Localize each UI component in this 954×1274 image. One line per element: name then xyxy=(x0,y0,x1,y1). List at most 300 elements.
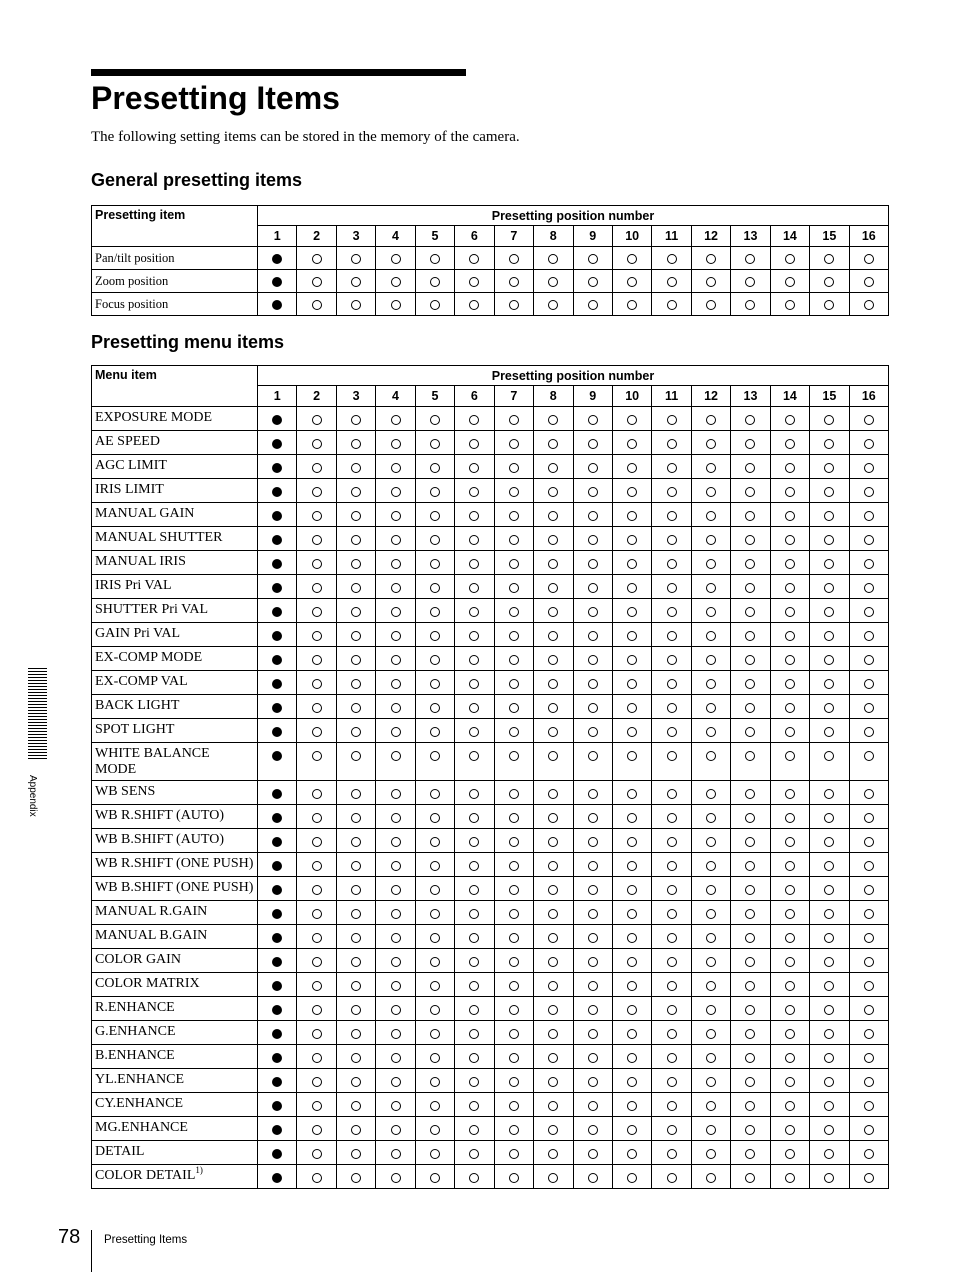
circle-icon xyxy=(548,981,558,991)
mark-cell xyxy=(612,623,651,647)
mark-cell xyxy=(652,599,691,623)
circle-icon xyxy=(469,655,479,665)
row-label-text: EXPOSURE MODE xyxy=(95,410,213,425)
row-label xyxy=(92,1117,258,1141)
mark-cell xyxy=(376,877,415,901)
circle-icon xyxy=(509,559,519,569)
circle-icon xyxy=(351,1029,361,1039)
mark-cell xyxy=(534,270,573,293)
mark-cell xyxy=(494,293,533,316)
circle-icon xyxy=(785,463,795,473)
mark-cell xyxy=(810,503,849,527)
circle-icon xyxy=(351,1101,361,1111)
circle-icon xyxy=(864,885,874,895)
mark-cell xyxy=(731,527,770,551)
mark-cell xyxy=(376,1141,415,1165)
circle-icon xyxy=(391,861,401,871)
position-number: 11 xyxy=(652,226,691,247)
circle-icon xyxy=(351,607,361,617)
circle-icon xyxy=(667,487,677,497)
mark-cell xyxy=(376,1069,415,1093)
mark-cell xyxy=(849,743,888,781)
mark-cell xyxy=(731,695,770,719)
circle-icon xyxy=(785,277,795,287)
circle-icon xyxy=(824,885,834,895)
mark-cell xyxy=(810,1045,849,1069)
mark-cell xyxy=(770,455,809,479)
mark-cell xyxy=(415,719,454,743)
mark-cell xyxy=(534,1117,573,1141)
mark-cell xyxy=(376,247,415,270)
circle-icon xyxy=(864,487,874,497)
mark-cell xyxy=(573,647,612,671)
circle-icon xyxy=(745,487,755,497)
mark-cell xyxy=(849,719,888,743)
position-number: 3 xyxy=(336,226,375,247)
circle-icon xyxy=(745,837,755,847)
circle-icon xyxy=(627,679,637,689)
mark-cell xyxy=(534,1141,573,1165)
circle-icon xyxy=(469,1053,479,1063)
mark-cell xyxy=(415,551,454,575)
mark-cell xyxy=(770,829,809,853)
circle-icon xyxy=(588,631,598,641)
mark-cell xyxy=(770,270,809,293)
circle-icon xyxy=(469,789,479,799)
circle-icon xyxy=(430,1029,440,1039)
circle-icon xyxy=(588,607,598,617)
mark-cell xyxy=(810,719,849,743)
mark-cell xyxy=(731,551,770,575)
row-label xyxy=(92,599,258,623)
mark-cell xyxy=(534,695,573,719)
mark-cell xyxy=(455,925,494,949)
circle-icon xyxy=(667,1125,677,1135)
circle-icon xyxy=(312,909,322,919)
circle-icon xyxy=(588,885,598,895)
mark-cell xyxy=(573,719,612,743)
mark-cell xyxy=(494,623,533,647)
circle-icon xyxy=(312,789,322,799)
mark-cell xyxy=(297,805,336,829)
table-row xyxy=(92,293,889,316)
circle-icon xyxy=(785,631,795,641)
circle-icon xyxy=(509,1173,519,1183)
circle-icon xyxy=(706,813,716,823)
row-label-text: Pan/tilt position xyxy=(95,251,175,265)
mark-cell xyxy=(810,1069,849,1093)
circle-icon xyxy=(864,254,874,264)
mark-cell xyxy=(258,455,297,479)
mark-cell xyxy=(455,479,494,503)
circle-icon xyxy=(824,535,834,545)
mark-cell xyxy=(415,293,454,316)
position-number: 8 xyxy=(534,226,573,247)
mark-cell xyxy=(810,805,849,829)
circle-icon xyxy=(391,1101,401,1111)
mark-cell xyxy=(258,479,297,503)
circle-icon xyxy=(588,1125,598,1135)
circle-icon xyxy=(312,703,322,713)
circle-icon xyxy=(627,415,637,425)
mark-cell xyxy=(849,1141,888,1165)
mark-cell xyxy=(612,671,651,695)
mark-cell xyxy=(731,973,770,997)
circle-icon xyxy=(706,837,716,847)
mark-cell xyxy=(415,1045,454,1069)
mark-cell xyxy=(336,407,375,431)
mark-cell xyxy=(691,1117,730,1141)
circle-icon xyxy=(745,679,755,689)
mark-cell xyxy=(376,527,415,551)
position-number: 10 xyxy=(612,386,651,407)
mark-cell xyxy=(612,805,651,829)
mark-cell xyxy=(258,901,297,925)
circle-icon xyxy=(351,1125,361,1135)
mark-cell xyxy=(336,247,375,270)
circle-icon xyxy=(627,463,637,473)
mark-cell xyxy=(652,805,691,829)
mark-cell xyxy=(336,949,375,973)
circle-icon xyxy=(745,813,755,823)
mark-cell xyxy=(534,1069,573,1093)
row-label-text: MANUAL B.GAIN xyxy=(95,928,208,943)
row-label xyxy=(92,1141,258,1165)
dot-icon xyxy=(272,300,282,310)
circle-icon xyxy=(785,439,795,449)
row-label-text: GAIN Pri VAL xyxy=(95,626,181,641)
mark-cell xyxy=(534,877,573,901)
circle-icon xyxy=(824,415,834,425)
circle-icon xyxy=(312,813,322,823)
circle-icon xyxy=(785,487,795,497)
circle-icon xyxy=(627,631,637,641)
circle-icon xyxy=(864,957,874,967)
table-row xyxy=(92,853,889,877)
mark-cell xyxy=(731,997,770,1021)
mark-cell xyxy=(849,853,888,877)
circle-icon xyxy=(824,727,834,737)
mark-cell xyxy=(652,695,691,719)
mark-cell xyxy=(455,455,494,479)
circle-icon xyxy=(351,1053,361,1063)
mark-cell xyxy=(376,781,415,805)
row-label-text: COLOR DETAIL xyxy=(95,1168,196,1183)
mark-cell xyxy=(612,1141,651,1165)
mark-cell xyxy=(573,623,612,647)
circle-icon xyxy=(430,1005,440,1015)
mark-cell xyxy=(731,431,770,455)
mark-cell xyxy=(376,671,415,695)
mark-cell xyxy=(691,599,730,623)
circle-icon xyxy=(785,981,795,991)
circle-icon xyxy=(312,727,322,737)
mark-cell xyxy=(534,1165,573,1189)
mark-cell xyxy=(258,1117,297,1141)
mark-cell xyxy=(336,527,375,551)
dot-icon xyxy=(272,1125,282,1135)
circle-icon xyxy=(469,583,479,593)
position-number: 6 xyxy=(455,226,494,247)
circle-icon xyxy=(745,885,755,895)
circle-icon xyxy=(706,1029,716,1039)
row-label-text: AE SPEED xyxy=(95,434,160,449)
mark-cell xyxy=(258,270,297,293)
circle-icon xyxy=(509,957,519,967)
circle-icon xyxy=(312,1125,322,1135)
circle-icon xyxy=(548,300,558,310)
mark-cell xyxy=(336,1093,375,1117)
mark-cell xyxy=(573,431,612,455)
mark-cell xyxy=(770,1093,809,1117)
circle-icon xyxy=(785,789,795,799)
circle-icon xyxy=(391,254,401,264)
mark-cell xyxy=(652,503,691,527)
mark-cell xyxy=(849,1093,888,1117)
mark-cell xyxy=(258,853,297,877)
circle-icon xyxy=(351,957,361,967)
mark-cell xyxy=(770,575,809,599)
mark-cell xyxy=(376,503,415,527)
table-row xyxy=(92,551,889,575)
mark-cell xyxy=(494,671,533,695)
mark-cell xyxy=(731,1069,770,1093)
mark-cell xyxy=(455,575,494,599)
circle-icon xyxy=(509,1053,519,1063)
circle-icon xyxy=(312,1053,322,1063)
circle-icon xyxy=(706,487,716,497)
circle-icon xyxy=(667,727,677,737)
dot-icon xyxy=(272,415,282,425)
circle-icon xyxy=(745,583,755,593)
mark-cell xyxy=(849,431,888,455)
circle-icon xyxy=(667,1005,677,1015)
circle-icon xyxy=(785,909,795,919)
mark-cell xyxy=(652,247,691,270)
circle-icon xyxy=(824,1149,834,1159)
mark-cell xyxy=(770,719,809,743)
mark-cell xyxy=(691,1165,730,1189)
mark-cell xyxy=(494,647,533,671)
mark-cell xyxy=(534,1045,573,1069)
circle-icon xyxy=(351,511,361,521)
mark-cell xyxy=(297,527,336,551)
mark-cell xyxy=(258,527,297,551)
circle-icon xyxy=(391,885,401,895)
mark-cell xyxy=(612,455,651,479)
mark-cell xyxy=(455,431,494,455)
mark-cell xyxy=(336,973,375,997)
row-label xyxy=(92,503,258,527)
circle-icon xyxy=(785,607,795,617)
row-label xyxy=(92,527,258,551)
mark-cell xyxy=(415,270,454,293)
mark-cell xyxy=(415,647,454,671)
circle-icon xyxy=(312,933,322,943)
position-number: 1 xyxy=(258,386,297,407)
mark-cell xyxy=(573,599,612,623)
row-label xyxy=(92,1069,258,1093)
circle-icon xyxy=(706,559,716,569)
circle-icon xyxy=(391,933,401,943)
mark-cell xyxy=(652,949,691,973)
mark-cell xyxy=(336,695,375,719)
circle-icon xyxy=(667,1173,677,1183)
circle-icon xyxy=(667,415,677,425)
circle-icon xyxy=(667,679,677,689)
mark-cell xyxy=(731,949,770,973)
circle-icon xyxy=(588,933,598,943)
circle-icon xyxy=(627,583,637,593)
circle-icon xyxy=(351,933,361,943)
row-label-text: R.ENHANCE xyxy=(95,1000,175,1015)
mark-cell xyxy=(415,1117,454,1141)
mark-cell xyxy=(810,901,849,925)
mark-cell xyxy=(691,1069,730,1093)
table-row xyxy=(92,1021,889,1045)
mark-cell xyxy=(770,647,809,671)
circle-icon xyxy=(351,861,361,871)
mark-cell xyxy=(376,1045,415,1069)
mark-cell xyxy=(455,671,494,695)
circle-icon xyxy=(785,813,795,823)
circle-icon xyxy=(745,559,755,569)
circle-icon xyxy=(430,607,440,617)
circle-icon xyxy=(785,511,795,521)
circle-icon xyxy=(469,1077,479,1087)
circle-icon xyxy=(312,751,322,761)
table-row xyxy=(92,1093,889,1117)
circle-icon xyxy=(469,1029,479,1039)
mark-cell xyxy=(494,781,533,805)
position-number: 2 xyxy=(297,226,336,247)
table-row xyxy=(92,479,889,503)
circle-icon xyxy=(706,885,716,895)
mark-cell xyxy=(336,1165,375,1189)
mark-cell xyxy=(731,647,770,671)
circle-icon xyxy=(627,487,637,497)
circle-icon xyxy=(469,1101,479,1111)
mark-cell xyxy=(494,527,533,551)
circle-icon xyxy=(864,727,874,737)
row-label-text: WB B.SHIFT (AUTO) xyxy=(95,832,224,847)
dot-icon xyxy=(272,909,282,919)
circle-icon xyxy=(548,679,558,689)
circle-icon xyxy=(548,254,558,264)
mark-cell xyxy=(849,1021,888,1045)
mark-cell xyxy=(336,805,375,829)
mark-cell xyxy=(612,925,651,949)
mark-cell xyxy=(376,925,415,949)
circle-icon xyxy=(824,487,834,497)
circle-icon xyxy=(469,415,479,425)
mark-cell xyxy=(612,1093,651,1117)
mark-cell xyxy=(731,829,770,853)
mark-cell xyxy=(534,527,573,551)
circle-icon xyxy=(627,1053,637,1063)
circle-icon xyxy=(667,300,677,310)
mark-cell xyxy=(494,1117,533,1141)
circle-icon xyxy=(430,703,440,713)
mark-cell xyxy=(376,431,415,455)
mark-cell xyxy=(770,781,809,805)
circle-icon xyxy=(864,1077,874,1087)
circle-icon xyxy=(824,1029,834,1039)
circle-icon xyxy=(351,885,361,895)
circle-icon xyxy=(351,909,361,919)
dot-icon xyxy=(272,751,282,761)
mark-cell xyxy=(770,1141,809,1165)
row-label-text: B.ENHANCE xyxy=(95,1048,175,1063)
circle-icon xyxy=(430,1149,440,1159)
mark-cell xyxy=(258,695,297,719)
position-number: 15 xyxy=(810,386,849,407)
mark-cell xyxy=(691,805,730,829)
circle-icon xyxy=(509,727,519,737)
mark-cell xyxy=(770,503,809,527)
row-label xyxy=(92,743,258,781)
mark-cell xyxy=(612,781,651,805)
circle-icon xyxy=(864,300,874,310)
mark-cell xyxy=(691,853,730,877)
mark-cell xyxy=(336,293,375,316)
circle-icon xyxy=(351,631,361,641)
mark-cell xyxy=(612,949,651,973)
mark-cell xyxy=(415,623,454,647)
mark-cell xyxy=(376,853,415,877)
circle-icon xyxy=(509,751,519,761)
mark-cell xyxy=(691,997,730,1021)
circle-icon xyxy=(627,751,637,761)
mark-cell xyxy=(731,901,770,925)
mark-cell xyxy=(494,407,533,431)
circle-icon xyxy=(588,300,598,310)
circle-icon xyxy=(351,300,361,310)
mark-cell xyxy=(415,973,454,997)
mark-cell xyxy=(494,1021,533,1045)
mark-cell xyxy=(810,293,849,316)
mark-cell xyxy=(494,431,533,455)
mark-cell xyxy=(573,781,612,805)
mark-cell xyxy=(810,479,849,503)
dot-icon xyxy=(272,1077,282,1087)
circle-icon xyxy=(509,1149,519,1159)
circle-icon xyxy=(588,655,598,665)
position-number: 12 xyxy=(691,226,730,247)
mark-cell xyxy=(297,829,336,853)
mark-cell xyxy=(297,973,336,997)
circle-icon xyxy=(548,885,558,895)
mark-cell xyxy=(415,247,454,270)
circle-icon xyxy=(548,439,558,449)
mark-cell xyxy=(336,599,375,623)
mark-cell xyxy=(691,431,730,455)
circle-icon xyxy=(312,463,322,473)
mark-cell xyxy=(494,743,533,781)
mark-cell xyxy=(573,829,612,853)
dot-icon xyxy=(272,981,282,991)
circle-icon xyxy=(391,837,401,847)
circle-icon xyxy=(312,487,322,497)
circle-icon xyxy=(312,837,322,847)
circle-icon xyxy=(469,300,479,310)
circle-icon xyxy=(351,679,361,689)
position-number: 4 xyxy=(376,386,415,407)
mark-cell xyxy=(297,647,336,671)
mark-cell xyxy=(534,293,573,316)
mark-cell xyxy=(534,949,573,973)
circle-icon xyxy=(430,300,440,310)
